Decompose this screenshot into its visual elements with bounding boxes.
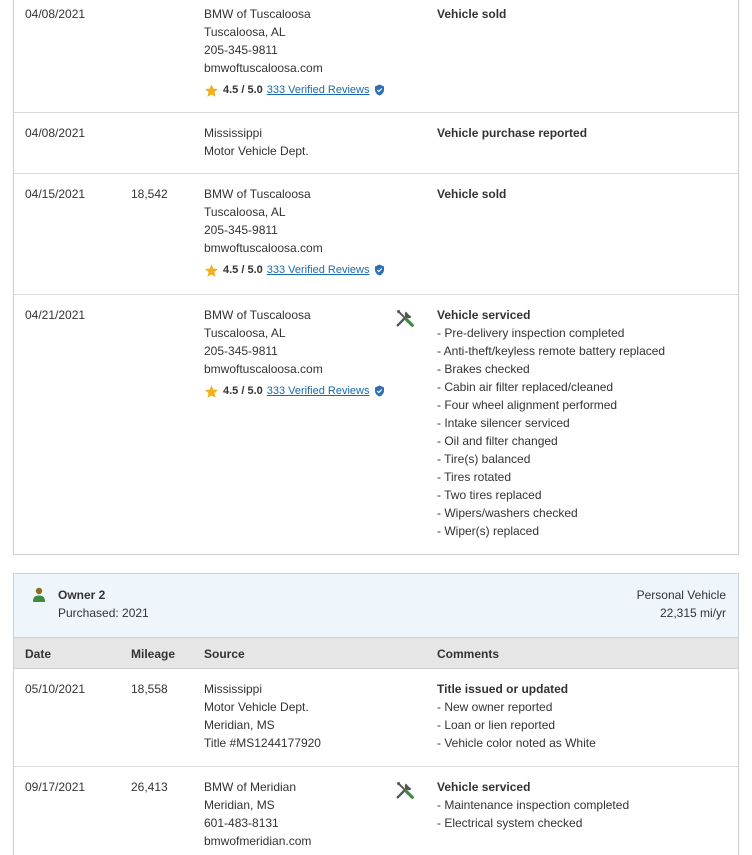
record-date: 04/08/2021 — [25, 7, 86, 21]
comment-line: - Wiper(s) replaced — [437, 524, 540, 538]
comment-line: - Anti-theft/keyless remote battery replaced — [437, 344, 666, 358]
owner-vehicle-type: Personal Vehicle — [636, 588, 726, 602]
table-row — [14, 174, 738, 295]
record-source — [204, 185, 385, 279]
owner-miles-per-year: 22,315 mi/yr — [659, 606, 726, 620]
record-source — [204, 124, 309, 160]
rating-score: 4.5 / 5.0 — [223, 385, 263, 397]
table-row — [14, 669, 738, 767]
dealer-rating — [204, 382, 385, 400]
record-source — [204, 306, 385, 400]
rating-score: 4.5 / 5.0 — [223, 84, 263, 96]
wrench-screwdriver-icon — [394, 779, 416, 801]
service-indicator — [394, 779, 416, 806]
record-date: 05/10/2021 — [25, 682, 86, 696]
service-indicator — [394, 307, 416, 334]
verified-badge-icon — [374, 385, 385, 397]
column-header-date: Date — [25, 647, 52, 661]
source-website: bmwoftuscaloosa.com — [204, 241, 323, 255]
record-comments — [437, 5, 506, 23]
comment-line: - Tires rotated — [437, 470, 512, 484]
comment-line: - Two tires replaced — [437, 488, 542, 502]
source-phone: 205-345-9811 — [204, 43, 278, 57]
comment-line: - Pre-delivery inspection completed — [437, 326, 625, 340]
comment-line: - Electrical system checked — [437, 816, 583, 830]
comment-line: - Loan or lien reported — [437, 718, 556, 732]
star-icon — [204, 83, 219, 98]
verified-badge-icon — [374, 84, 385, 96]
comment-line: - Wipers/washers checked — [437, 506, 578, 520]
record-date: 04/08/2021 — [25, 126, 86, 140]
source-name: BMW of Tuscaloosa — [204, 308, 311, 322]
owner1-history-card — [13, 0, 739, 555]
record-comments — [437, 680, 596, 752]
source-name: Mississippi — [204, 682, 263, 696]
source-location: Meridian, MS — [204, 718, 275, 732]
record-comments — [437, 185, 506, 203]
record-date: 04/15/2021 — [25, 187, 86, 201]
comment-line: - Vehicle color noted as White — [437, 736, 596, 750]
comment-title: Vehicle sold — [437, 187, 507, 201]
comment-line: - Brakes checked — [437, 362, 530, 376]
owner-purchased: Purchased: 2021 — [58, 606, 149, 620]
comment-line: - Cabin air filter replaced/cleaned — [437, 380, 614, 394]
column-header-mileage: Mileage — [131, 647, 176, 661]
source-phone: 205-345-9811 — [204, 223, 278, 237]
star-icon — [204, 384, 219, 399]
source-location: Tuscaloosa, AL — [204, 25, 286, 39]
table-row — [14, 113, 738, 174]
source-website: bmwoftuscaloosa.com — [204, 362, 323, 376]
wrench-screwdriver-icon — [394, 307, 416, 329]
record-comments — [437, 124, 587, 142]
record-source — [204, 680, 321, 752]
comment-line: - Four wheel alignment performed — [437, 398, 618, 412]
record-mileage: 26,413 — [131, 780, 168, 794]
column-header-source: Source — [204, 647, 245, 661]
source-location: Tuscaloosa, AL — [204, 205, 286, 219]
record-source — [204, 778, 311, 850]
source-title-number: Title #MS1244177920 — [204, 736, 321, 750]
source-name: BMW of Tuscaloosa — [204, 7, 311, 21]
column-header-comments: Comments — [437, 647, 500, 661]
comment-line: - Tire(s) balanced — [437, 452, 531, 466]
record-date: 04/21/2021 — [25, 308, 86, 322]
dealer-rating — [204, 261, 385, 279]
source-location: Motor Vehicle Dept. — [204, 144, 309, 158]
source-phone: 601-483-8131 — [204, 816, 279, 830]
table-header — [14, 638, 738, 669]
owner2-history-card — [13, 573, 739, 855]
comment-title: Vehicle sold — [437, 7, 507, 21]
comment-line: - Intake silencer serviced — [437, 416, 570, 430]
comment-line: - Maintenance inspection completed — [437, 798, 630, 812]
source-name: BMW of Meridian — [204, 780, 297, 794]
rating-score: 4.5 / 5.0 — [223, 264, 263, 276]
owner-header — [14, 574, 738, 638]
star-icon — [204, 263, 219, 278]
record-comments — [437, 306, 665, 540]
record-comments — [437, 778, 629, 832]
verified-reviews-link[interactable]: 333 Verified Reviews — [266, 84, 370, 96]
source-website: bmwofmeridian.com — [204, 834, 312, 848]
person-icon — [32, 587, 46, 603]
record-mileage: 18,558 — [131, 682, 168, 696]
dealer-rating — [204, 81, 385, 99]
table-row — [14, 295, 738, 555]
record-date: 09/17/2021 — [25, 780, 86, 794]
source-website: bmwoftuscaloosa.com — [204, 61, 323, 75]
source-phone: 205-345-9811 — [204, 344, 278, 358]
record-source — [204, 5, 385, 99]
comment-title: Vehicle purchase reported — [437, 126, 588, 140]
owner-name: Owner 2 — [58, 588, 106, 602]
source-name: BMW of Tuscaloosa — [204, 187, 311, 201]
table-row — [14, 767, 738, 855]
comment-title: Vehicle serviced — [437, 780, 531, 794]
verified-reviews-link[interactable]: 333 Verified Reviews — [266, 264, 370, 276]
comment-title: Vehicle serviced — [437, 308, 531, 322]
record-mileage: 18,542 — [131, 187, 168, 201]
comment-title: Title issued or updated — [437, 682, 569, 696]
comment-line: - Oil and filter changed — [437, 434, 558, 448]
verified-badge-icon — [374, 264, 385, 276]
comment-line: - New owner reported — [437, 700, 553, 714]
source-location: Meridian, MS — [204, 798, 275, 812]
table-row — [14, 0, 738, 113]
source-dept: Motor Vehicle Dept. — [204, 700, 309, 714]
source-location: Tuscaloosa, AL — [204, 326, 286, 340]
source-name: Mississippi — [204, 126, 263, 140]
verified-reviews-link[interactable]: 333 Verified Reviews — [266, 385, 370, 397]
